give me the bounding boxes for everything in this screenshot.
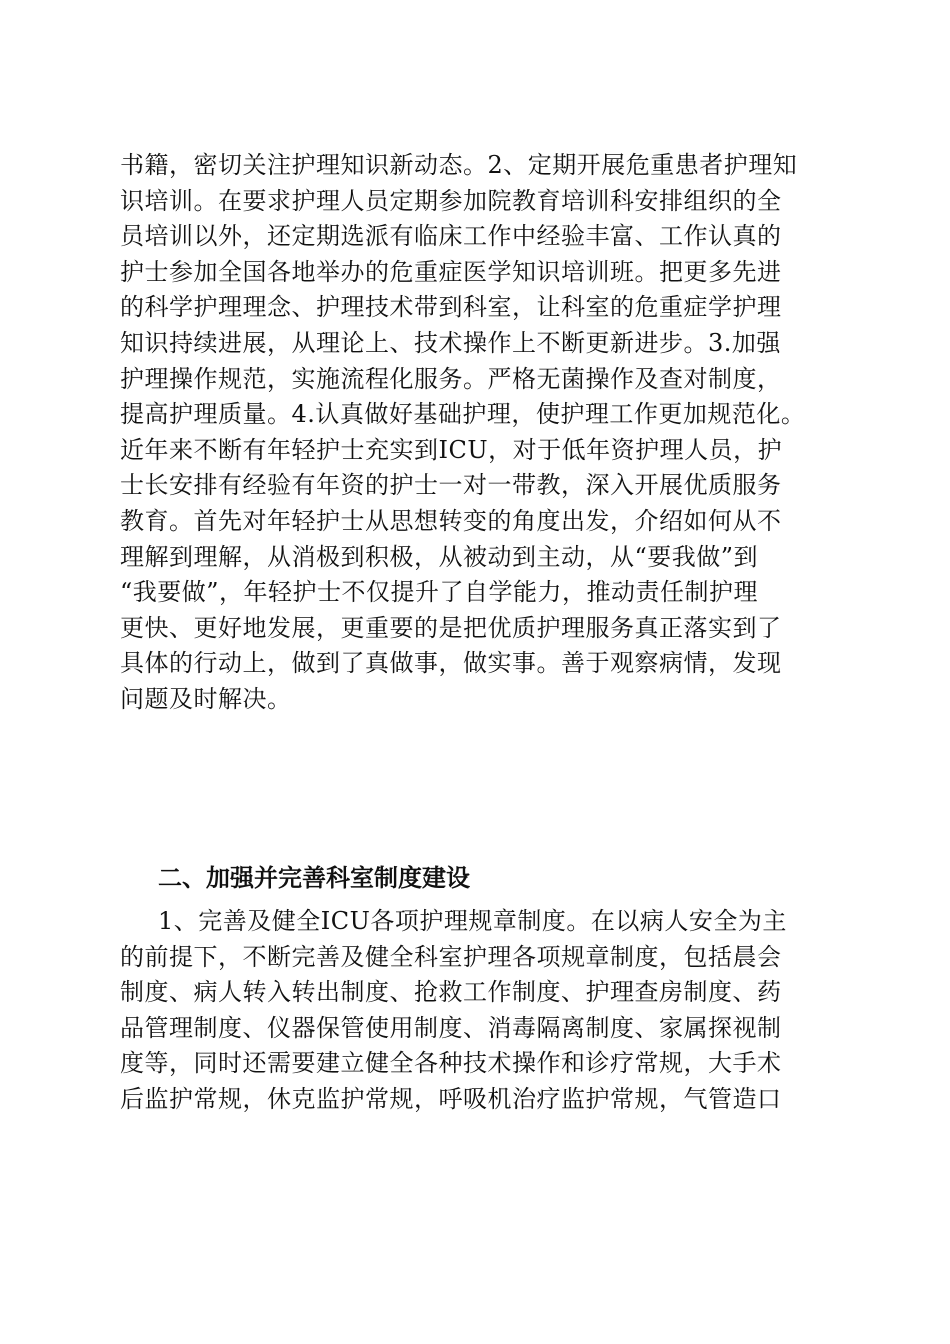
text-line: 制度、病人转入转出制度、抢救工作制度、护理查房制度、药 bbox=[120, 978, 782, 1007]
text-line: “我要做”，年轻护士不仅提升了自学能力，推动责任制护理 bbox=[120, 578, 759, 607]
text-line: 教育。首先对年轻护士从思想转变的角度出发，介绍如何从不 bbox=[120, 506, 782, 535]
text-line: 更快、更好地发展，更重要的是把优质护理服务真正落实到了 bbox=[120, 613, 782, 642]
text-line: 书籍，密切关注护理知识新动态。2、定期开展危重患者护理知 bbox=[120, 151, 798, 179]
text-line: 的前提下，不断完善及健全科室护理各项规章制度，包括晨会 bbox=[120, 942, 782, 971]
text-line: 护士参加全国各地举办的危重症医学知识培训班。把更多先进 bbox=[120, 257, 782, 286]
text-line: 识培训。在要求护理人员定期参加院教育培训科安排组织的全 bbox=[120, 186, 782, 215]
text-line: 品管理制度、仪器保管使用制度、消毒隔离制度、家属探视制 bbox=[120, 1013, 782, 1042]
text-line: 士长安排有经验有年资的护士一对一带教，深入开展优质服务 bbox=[120, 471, 782, 500]
text-line: 1、完善及健全ICU各项护理规章制度。在以病人安全为主 bbox=[158, 907, 787, 935]
text-line: 员培训以外，还定期选派有临床工作中经验丰富、工作认真的 bbox=[120, 222, 782, 251]
text-line: 护理操作规范，实施流程化服务。严格无菌操作及查对制度， bbox=[120, 364, 782, 393]
text-line: 近年来不断有年轻护士充实到ICU，对于低年资护理人员，护 bbox=[120, 435, 783, 464]
text-line: 具体的行动上，做到了真做事，做实事。善于观察病情，发现 bbox=[120, 649, 782, 678]
text-line: 知识持续进展，从理论上、技术操作上不断更新进步。3.加强 bbox=[120, 328, 781, 357]
paragraph-1 bbox=[120, 148, 840, 718]
text-line: 理解到理解，从消极到积极，从被动到主动，从“要我做”到 bbox=[120, 542, 759, 571]
text-line: 问题及时解决。 bbox=[120, 684, 292, 713]
paragraph-2 bbox=[120, 904, 840, 1118]
text-line: 度等，同时还需要建立健全各种技术操作和诊疗常规，大手术 bbox=[120, 1049, 782, 1078]
text-line: 提高护理质量。4.认真做好基础护理，使护理工作更加规范化。 bbox=[120, 400, 806, 429]
text-line: 的科学护理理念、护理技术带到科室，让科室的危重症学护理 bbox=[120, 293, 782, 322]
text-line: 后监护常规，休克监护常规，呼吸机治疗监护常规，气管造口 bbox=[120, 1084, 782, 1113]
section-heading: 二、加强并完善科室制度建设 bbox=[158, 864, 470, 892]
